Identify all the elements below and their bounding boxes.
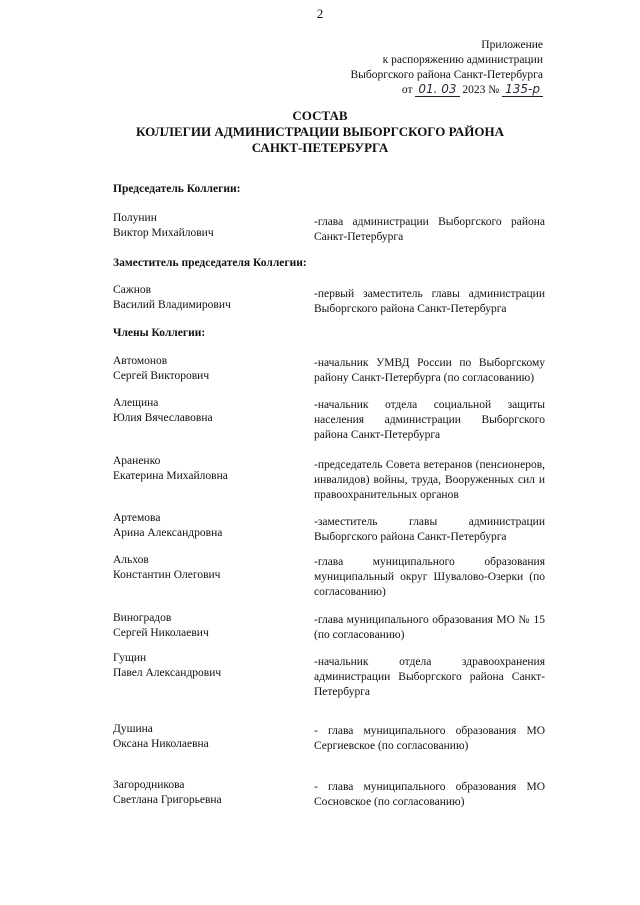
annex-line-3: Выборгского района Санкт-Петербурга — [350, 69, 543, 81]
person-given-names: Сергей Николаевич — [113, 627, 209, 639]
annex-line-1: Приложение — [481, 39, 543, 51]
annex-year: 2023 № — [462, 84, 500, 96]
person-name — [113, 211, 298, 241]
person-given-names: Константин Олегович — [113, 569, 221, 581]
person-surname: Душина — [113, 723, 153, 735]
person-name — [113, 283, 298, 313]
person-given-names: Екатерина Михайловна — [113, 470, 228, 482]
annex-date-line — [350, 83, 543, 98]
person-surname: Артемова — [113, 512, 161, 524]
title-line-1: СОСТАВ — [292, 108, 348, 123]
person-role: -начальник УМВД России по Выборгскому району Санкт-Петербурга (по согласованию) — [314, 357, 545, 384]
person-role: -глава муниципального образования муниципальный округ Шувалово-Озерки (по согласованию) — [314, 556, 545, 598]
person-role: -председатель Совета ветеранов (пенсионеров, инвалидов) войны, труда, Вооруженных сил и правоохранительных органов — [314, 459, 545, 501]
person-given-names: Оксана Николаевна — [113, 738, 209, 750]
person-given-names: Василий Владимирович — [113, 299, 231, 311]
person-role: -заместитель главы администрации Выборгского района Санкт-Петербурга — [314, 516, 545, 543]
person-role: - глава муниципального образования МО Сергиевское (по согласованию) — [314, 725, 545, 752]
person-given-names: Светлана Григорьевна — [113, 794, 222, 806]
section-members: Члены Коллегии: — [113, 327, 206, 339]
person-name — [113, 778, 298, 808]
person-given-names: Виктор Михайлович — [113, 227, 214, 239]
person-role: -глава муниципального образования МО № 15 (по согласованию) — [314, 614, 545, 641]
annex-line-2: к распоряжению администрации — [382, 54, 543, 66]
title-line-3: САНКТ-ПЕТЕРБУРГА — [251, 140, 389, 155]
person-role: -начальник отдела социальной защиты населения администрации Выборгского района Санкт-Петербурга — [314, 399, 545, 441]
annex-block — [350, 38, 543, 98]
person-surname: Альхов — [113, 554, 149, 566]
annex-number-handwritten: 135-р — [502, 83, 543, 97]
person-name — [113, 511, 298, 541]
person-given-names: Юлия Вячеславовна — [113, 412, 213, 424]
person-role: -глава администрации Выборгского района Санкт-Петербурга — [314, 216, 545, 243]
person-surname: Виноградов — [113, 612, 172, 624]
person-surname: Араненко — [113, 455, 161, 467]
person-given-names: Арина Александровна — [113, 527, 223, 539]
person-name — [113, 396, 298, 426]
person-surname: Загородникова — [113, 779, 185, 791]
person-given-names: Сергей Викторович — [113, 370, 210, 382]
person-surname: Сажнов — [113, 284, 152, 296]
person-name — [113, 611, 298, 641]
person-role: -первый заместитель главы администрации Выборгского района Санкт-Петербурга — [314, 288, 545, 315]
person-name — [113, 553, 298, 583]
person-surname: Алещина — [113, 397, 159, 409]
page-number: 2 — [316, 6, 324, 21]
person-role: - глава муниципального образования МО Сосновское (по согласованию) — [314, 781, 545, 808]
person-name — [113, 651, 298, 681]
title-line-2: КОЛЛЕГИИ АДМИНИСТРАЦИИ ВЫБОРГСКОГО РАЙОНА — [136, 124, 504, 139]
person-given-names: Павел Александрович — [113, 667, 222, 679]
annex-prefix: от — [401, 84, 413, 96]
person-name — [113, 354, 298, 384]
person-surname: Гущин — [113, 652, 147, 664]
person-surname: Автомонов — [113, 355, 168, 367]
section-chair: Председатель Коллегии: — [113, 183, 241, 195]
person-surname: Полунин — [113, 212, 157, 224]
person-name — [113, 454, 298, 484]
document-title — [0, 108, 640, 156]
section-deputy: Заместитель председателя Коллегии: — [113, 257, 307, 269]
person-role: -начальник отдела здравоохранения администрации Выборгского района Санкт-Петербурга — [314, 656, 545, 698]
person-name — [113, 722, 298, 752]
annex-date-handwritten: 01. 03 — [415, 83, 459, 97]
